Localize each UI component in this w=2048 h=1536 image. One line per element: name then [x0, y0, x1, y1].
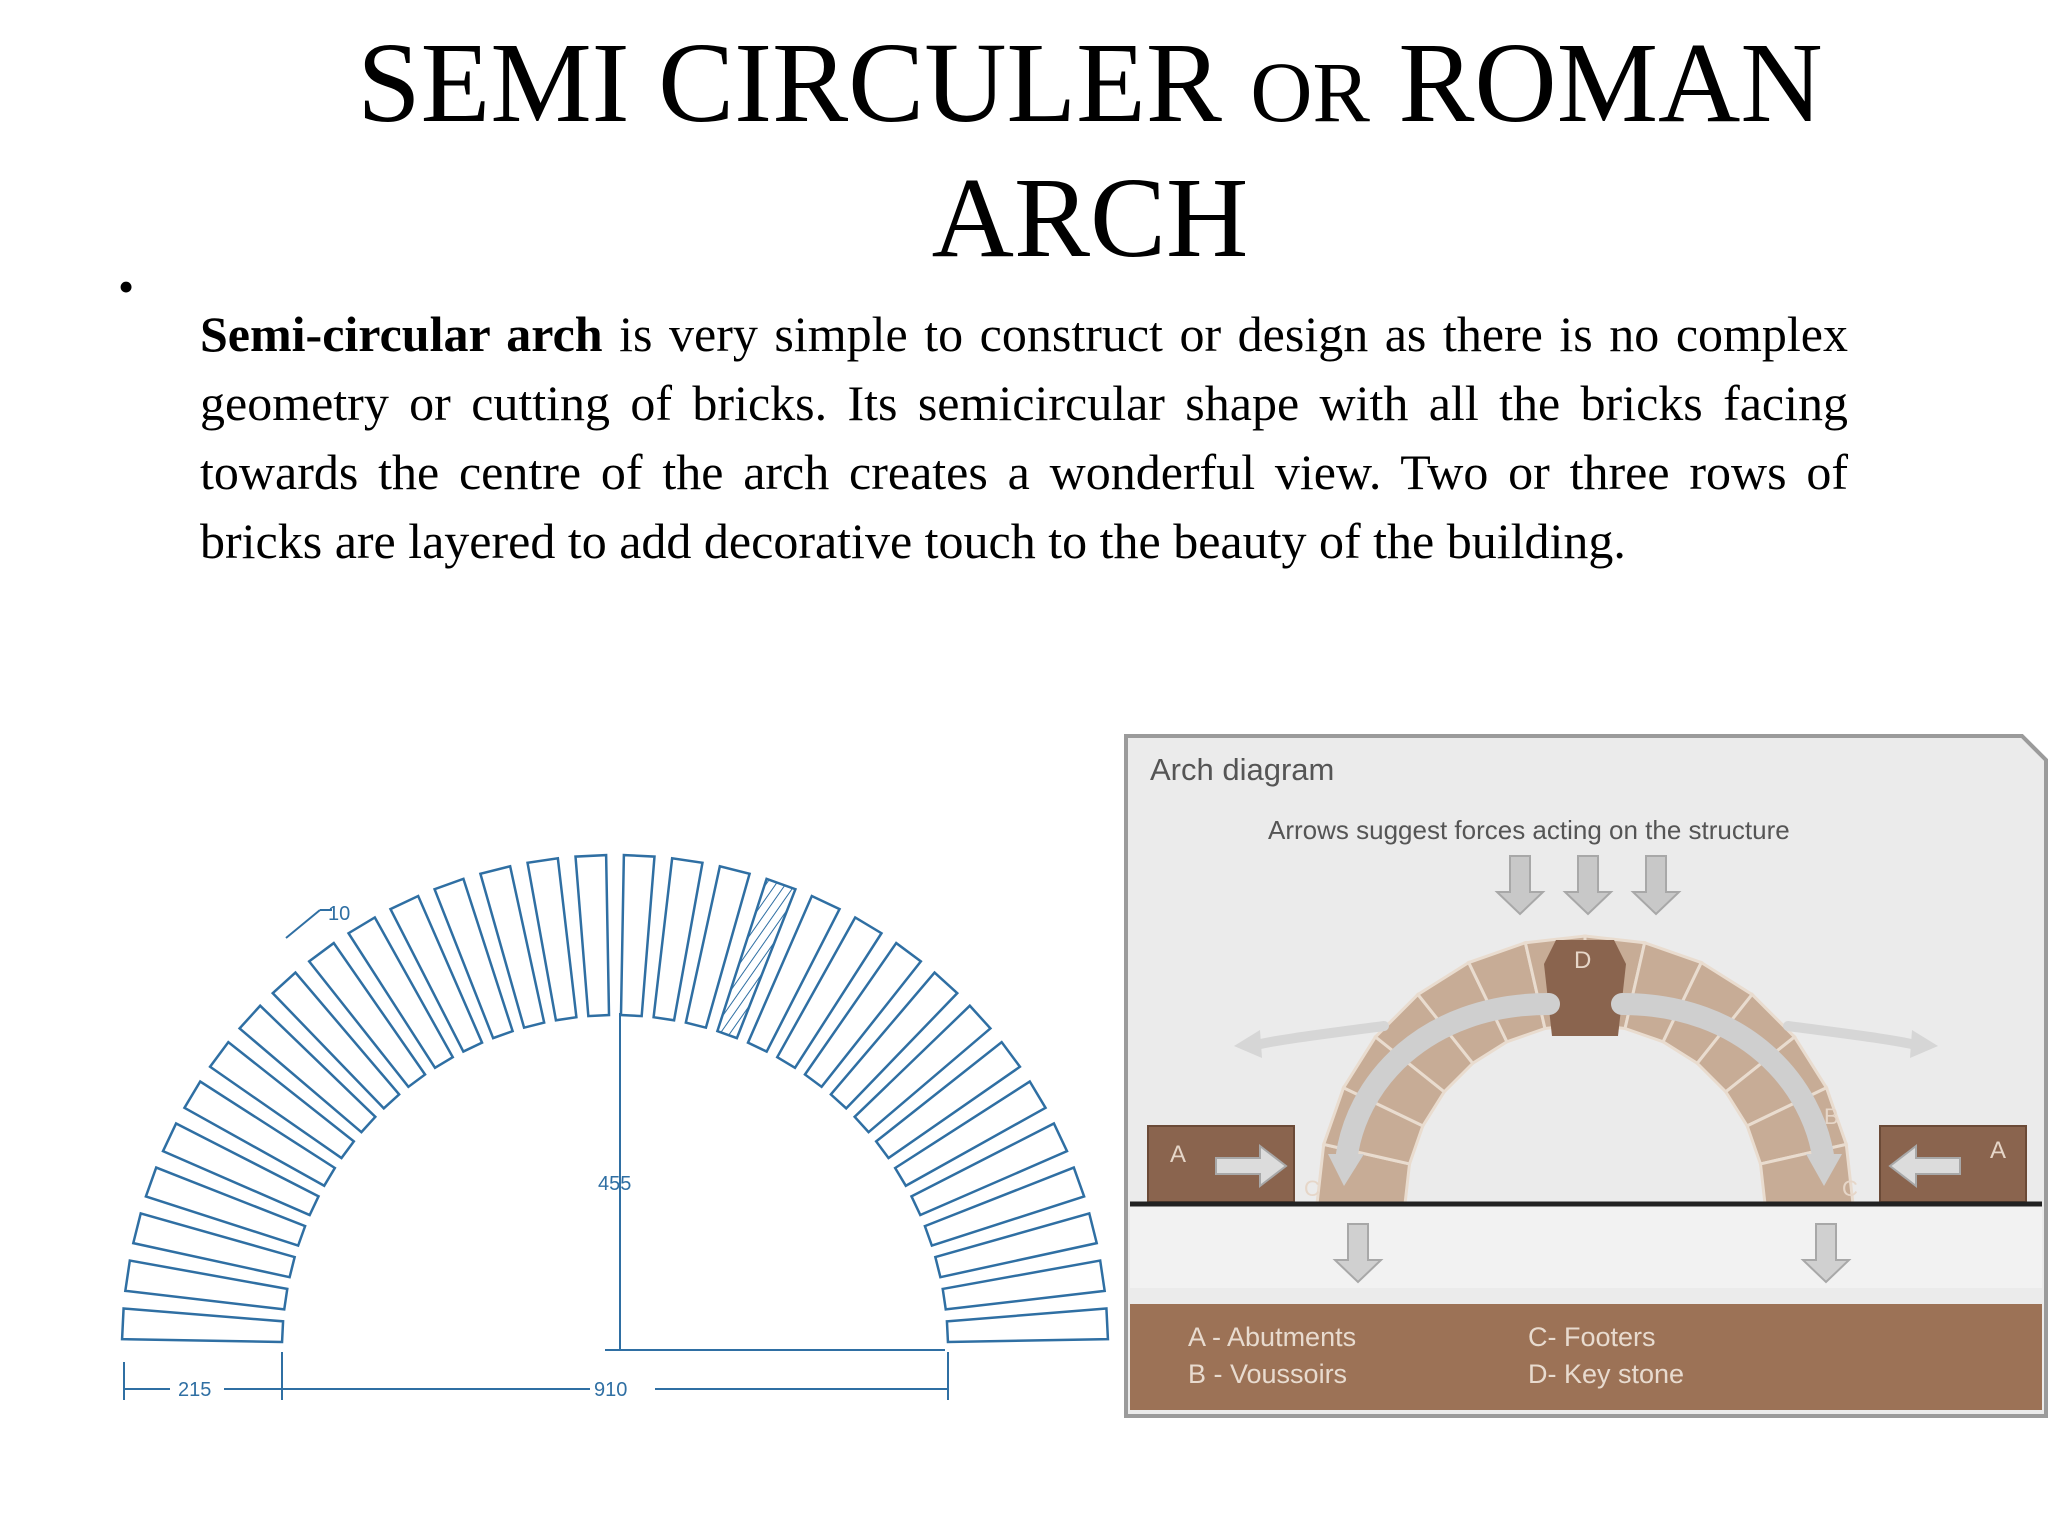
slide-title [200, 20, 1980, 281]
title-part-3: ROMAN [1369, 19, 1823, 146]
arch-diagram-panel [1124, 734, 2048, 1418]
diagram-subtitle: Arrows suggest forces acting on the structure [1268, 815, 1790, 845]
bullet-bold-term: Semi-circular arch [200, 306, 603, 362]
label-b: B [1824, 1104, 1839, 1129]
label-c-right: C [1842, 1176, 1858, 1201]
bullet-dot-icon: • [118, 261, 135, 312]
label-a-left: A [1170, 1141, 1187, 1168]
legend-b: B - Voussoirs [1188, 1359, 1348, 1389]
top-force-arrows [1497, 856, 1679, 914]
title-part-2: OR [1250, 44, 1370, 140]
bullet-paragraph [200, 300, 1848, 576]
title-part-4: ARCH [931, 154, 1249, 281]
arch-blueprint [110, 830, 1110, 1420]
dim-thickness: 10 [328, 903, 351, 925]
legend-d: D- Key stone [1528, 1359, 1685, 1389]
label-a-right: A [1990, 1137, 2007, 1164]
title-part-1: SEMI CIRCULER [357, 19, 1251, 146]
bullet-body: is very simple to construct or design as there is no complex geometry or cutting of bricks. Its semicircular shape with all the bricks facing towards the centre of the arch creates a wonderful view. Two or three rows of bricks are layered to add decorative touch to the beauty of the building. [200, 306, 1848, 569]
voussoir [576, 855, 609, 1016]
legend-a: A - Abutments [1188, 1322, 1357, 1352]
ground-plate [1130, 1204, 2042, 1288]
legend-band [1130, 1304, 2042, 1410]
diagram-title: Arch diagram [1150, 752, 1335, 787]
voussoir [947, 1309, 1108, 1342]
dim-span: 910 [594, 1379, 628, 1401]
voussoir-bricks [122, 855, 1108, 1342]
label-d: D [1574, 947, 1592, 974]
dim-rise: 455 [598, 1173, 632, 1195]
bullet-item [118, 250, 1848, 626]
label-c-left: C [1304, 1176, 1320, 1201]
voussoir [122, 1309, 283, 1342]
dim-brick: 215 [178, 1379, 212, 1401]
voussoir [621, 855, 654, 1016]
legend-c: C- Footers [1528, 1322, 1656, 1352]
